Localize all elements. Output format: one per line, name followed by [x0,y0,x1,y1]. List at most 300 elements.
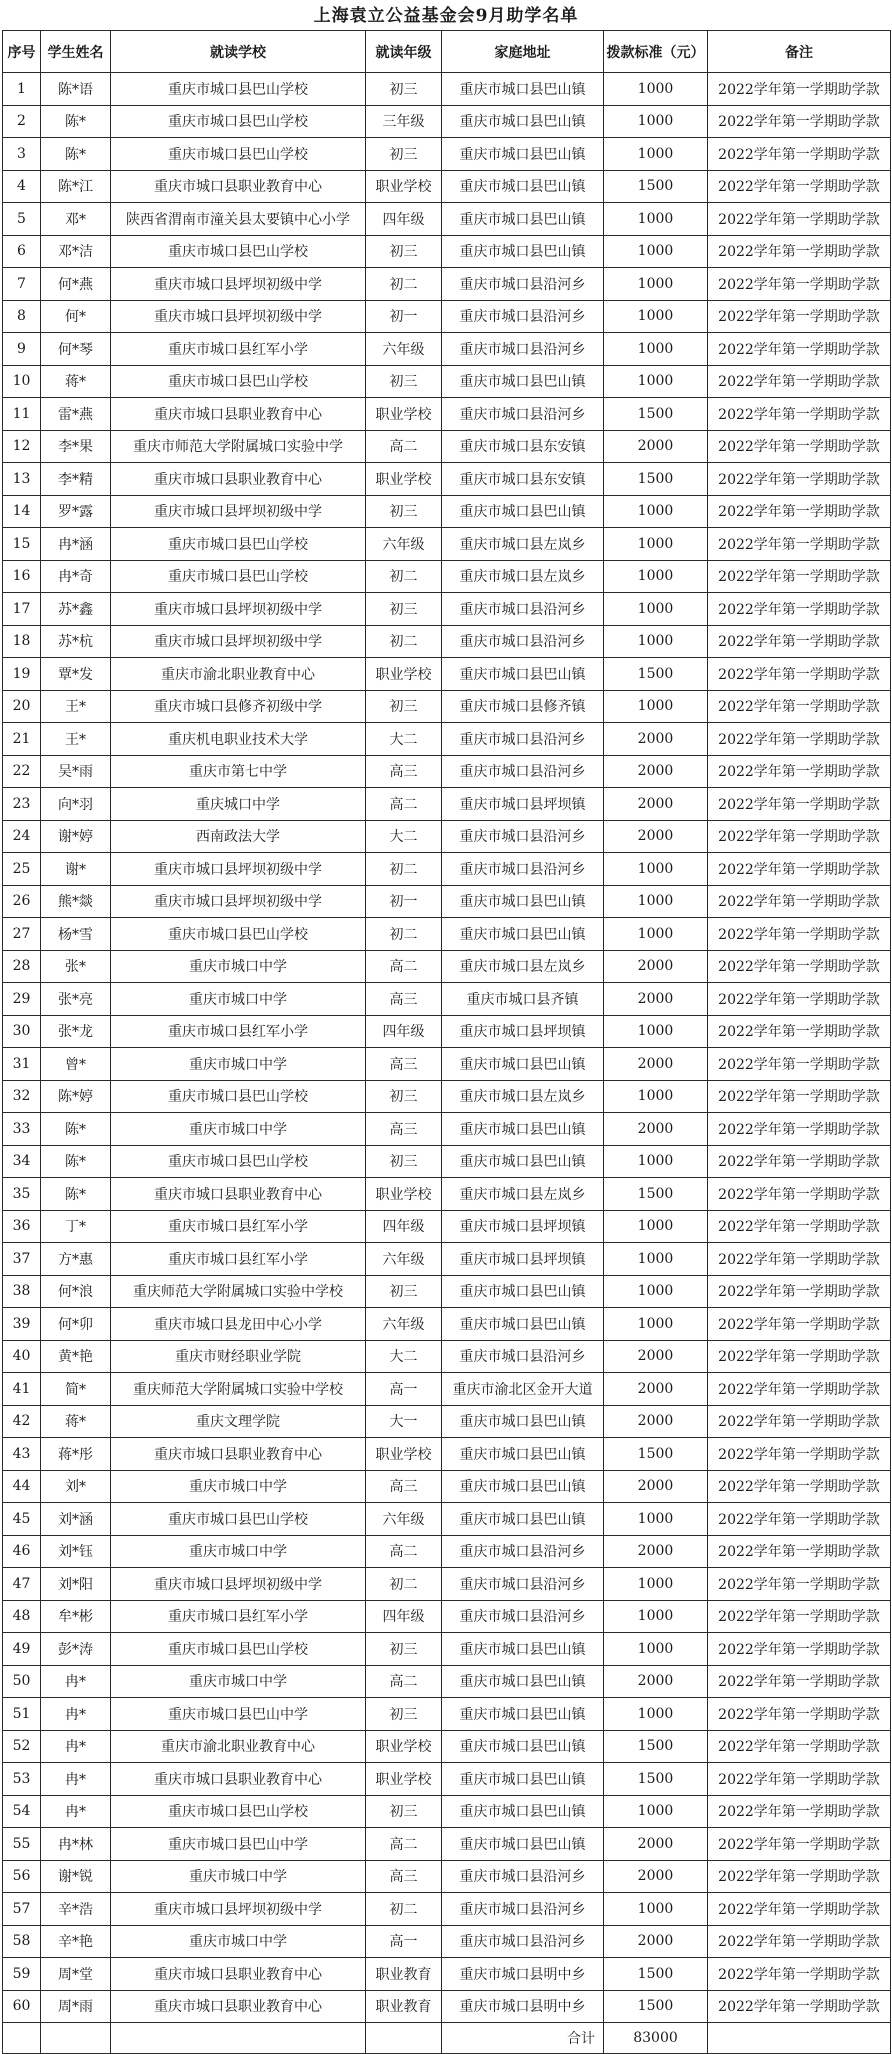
table-row [3,1600,891,1633]
table-row [3,463,891,496]
header-school: 就读学校 [111,31,366,73]
cell-amount: 2000 [604,1405,708,1438]
cell-school: 陕西省渭南市潼关县太要镇中心小学 [111,203,366,236]
cell-student-name: 邓* [41,203,111,236]
cell-school: 重庆市城口县巴山学校 [111,1503,366,1536]
cell-school: 重庆市城口县巴山学校 [111,918,366,951]
cell-address: 重庆市城口县巴山镇 [442,885,604,918]
cell-index: 35 [3,1178,41,1211]
cell-school: 重庆市城口县红军小学 [111,333,366,366]
cell-address: 重庆市城口县沿河乡 [442,333,604,366]
cell-student-name: 蒋*彤 [41,1438,111,1471]
cell-index: 28 [3,950,41,983]
cell-amount: 1500 [604,658,708,691]
cell-grade: 初三 [366,1145,442,1178]
cell-address: 重庆市城口县巴山镇 [442,235,604,268]
cell-address: 重庆市城口县巴山镇 [442,1665,604,1698]
cell-address: 重庆市城口县巴山镇 [442,1763,604,1796]
cell-grade: 高一 [366,1373,442,1406]
cell-school: 重庆市城口县坪坝初级中学 [111,625,366,658]
header-remarks: 备注 [708,31,891,73]
cell-amount: 1000 [604,1795,708,1828]
cell-grade: 高三 [366,1048,442,1081]
cell-index: 57 [3,1893,41,1926]
cell-school: 重庆市城口县修齐初级中学 [111,690,366,723]
cell-school: 重庆市城口县巴山学校 [111,138,366,171]
cell-student-name: 吴*雨 [41,755,111,788]
cell-grade: 初一 [366,300,442,333]
cell-amount: 1000 [604,1275,708,1308]
cell-address: 重庆市城口县明中乡 [442,1990,604,2023]
table-row [3,398,891,431]
cell-remarks: 2022学年第一学期助学款 [708,1665,891,1698]
cell-index: 8 [3,300,41,333]
cell-grade: 高二 [366,950,442,983]
table-row [3,1470,891,1503]
cell-amount: 1000 [604,885,708,918]
cell-school: 重庆市城口县巴山学校 [111,73,366,106]
cell-grade: 初三 [366,73,442,106]
cell-amount: 2000 [604,430,708,463]
cell-school: 重庆市城口县巴山学校 [111,105,366,138]
cell-remarks: 2022学年第一学期助学款 [708,1730,891,1763]
cell-address: 重庆市城口县东安镇 [442,463,604,496]
cell-school: 重庆市城口县巴山中学 [111,1828,366,1861]
cell-school: 重庆师范大学附属城口实验中学校 [111,1275,366,1308]
cell-school: 重庆市城口县巴山中学 [111,1698,366,1731]
cell-address: 重庆市城口县左岚乡 [442,1080,604,1113]
cell-amount: 1000 [604,495,708,528]
cell-address: 重庆市城口县巴山镇 [442,1698,604,1731]
cell-student-name: 陈* [41,1113,111,1146]
table-row [3,333,891,366]
cell-index: 51 [3,1698,41,1731]
cell-remarks: 2022学年第一学期助学款 [708,1178,891,1211]
cell-address: 重庆市城口县巴山镇 [442,1405,604,1438]
cell-amount: 2000 [604,788,708,821]
cell-student-name: 冉*林 [41,1828,111,1861]
total-cell-empty [366,2023,442,2054]
cell-index: 12 [3,430,41,463]
cell-remarks: 2022学年第一学期助学款 [708,268,891,301]
cell-index: 53 [3,1763,41,1796]
cell-index: 41 [3,1373,41,1406]
table-row [3,1275,891,1308]
cell-school: 重庆市城口县职业教育中心 [111,398,366,431]
cell-amount: 1000 [604,1633,708,1666]
cell-index: 25 [3,853,41,886]
cell-remarks: 2022学年第一学期助学款 [708,1048,891,1081]
cell-remarks: 2022学年第一学期助学款 [708,755,891,788]
cell-grade: 六年级 [366,333,442,366]
cell-student-name: 辛*浩 [41,1893,111,1926]
cell-index: 59 [3,1958,41,1991]
cell-student-name: 苏*鑫 [41,593,111,626]
cell-grade: 大二 [366,1340,442,1373]
cell-amount: 1000 [604,625,708,658]
cell-index: 6 [3,235,41,268]
cell-grade: 三年级 [366,105,442,138]
cell-address: 重庆市城口县巴山镇 [442,73,604,106]
cell-index: 27 [3,918,41,951]
cell-remarks: 2022学年第一学期助学款 [708,1990,891,2023]
cell-amount: 1000 [604,138,708,171]
cell-grade: 高二 [366,1535,442,1568]
cell-amount: 1000 [604,1600,708,1633]
cell-index: 47 [3,1568,41,1601]
cell-remarks: 2022学年第一学期助学款 [708,138,891,171]
table-row [3,788,891,821]
cell-amount: 1500 [604,1990,708,2023]
cell-remarks: 2022学年第一学期助学款 [708,528,891,561]
table-row [3,1048,891,1081]
cell-student-name: 蒋* [41,365,111,398]
cell-amount: 1000 [604,1243,708,1276]
cell-student-name: 何*燕 [41,268,111,301]
table-row [3,1210,891,1243]
cell-address: 重庆市城口县东安镇 [442,430,604,463]
cell-amount: 2000 [604,1535,708,1568]
cell-amount: 2000 [604,723,708,756]
header-address: 家庭地址 [442,31,604,73]
cell-student-name: 覃*发 [41,658,111,691]
cell-grade: 职业学校 [366,1730,442,1763]
cell-address: 重庆市城口县巴山镇 [442,1470,604,1503]
cell-student-name: 谢* [41,853,111,886]
cell-index: 1 [3,73,41,106]
table-row [3,983,891,1016]
cell-remarks: 2022学年第一学期助学款 [708,333,891,366]
cell-student-name: 刘*阳 [41,1568,111,1601]
cell-index: 33 [3,1113,41,1146]
table-row [3,235,891,268]
cell-address: 重庆市城口县沿河乡 [442,398,604,431]
cell-index: 24 [3,820,41,853]
cell-student-name: 陈*语 [41,73,111,106]
cell-amount: 1000 [604,560,708,593]
cell-grade: 初三 [366,1633,442,1666]
cell-school: 重庆市城口县坪坝初级中学 [111,593,366,626]
cell-student-name: 陈* [41,138,111,171]
cell-remarks: 2022学年第一学期助学款 [708,950,891,983]
table-row [3,1828,891,1861]
cell-remarks: 2022学年第一学期助学款 [708,495,891,528]
cell-amount: 1500 [604,1763,708,1796]
cell-address: 重庆市城口县沿河乡 [442,1893,604,1926]
cell-amount: 1000 [604,690,708,723]
cell-amount: 1500 [604,1730,708,1763]
table-row [3,1145,891,1178]
cell-index: 5 [3,203,41,236]
cell-student-name: 陈* [41,1145,111,1178]
table-row [3,658,891,691]
cell-remarks: 2022学年第一学期助学款 [708,1925,891,1958]
cell-grade: 四年级 [366,1015,442,1048]
cell-student-name: 何*浪 [41,1275,111,1308]
total-amount: 83000 [604,2023,708,2054]
cell-address: 重庆市城口县沿河乡 [442,1568,604,1601]
cell-amount: 2000 [604,1373,708,1406]
cell-grade: 初三 [366,1080,442,1113]
cell-grade: 初三 [366,138,442,171]
cell-index: 55 [3,1828,41,1861]
cell-student-name: 雷*燕 [41,398,111,431]
cell-school: 重庆文理学院 [111,1405,366,1438]
cell-school: 重庆市城口县坪坝初级中学 [111,495,366,528]
table-row [3,1015,891,1048]
cell-student-name: 陈*婷 [41,1080,111,1113]
cell-address: 重庆市城口县沿河乡 [442,593,604,626]
cell-remarks: 2022学年第一学期助学款 [708,1113,891,1146]
cell-school: 重庆市城口县龙田中心小学 [111,1308,366,1341]
table-row [3,528,891,561]
cell-index: 38 [3,1275,41,1308]
cell-amount: 1000 [604,1015,708,1048]
table-body [3,73,891,2023]
cell-student-name: 张* [41,950,111,983]
table-row [3,300,891,333]
cell-index: 11 [3,398,41,431]
cell-grade: 高三 [366,1470,442,1503]
cell-index: 30 [3,1015,41,1048]
cell-grade: 初三 [366,1795,442,1828]
cell-grade: 职业教育 [366,1990,442,2023]
header-amount: 拨款标准（元） [604,31,708,73]
cell-amount: 1500 [604,1178,708,1211]
cell-student-name: 周*雨 [41,1990,111,2023]
cell-school: 重庆市城口县职业教育中心 [111,1958,366,1991]
cell-student-name: 辛*艳 [41,1925,111,1958]
cell-amount: 2000 [604,1048,708,1081]
cell-student-name: 李*精 [41,463,111,496]
cell-school: 重庆师范大学附属城口实验中学校 [111,1373,366,1406]
cell-school: 重庆市城口县坪坝初级中学 [111,853,366,886]
cell-grade: 初二 [366,918,442,951]
cell-index: 17 [3,593,41,626]
cell-student-name: 丁* [41,1210,111,1243]
cell-amount: 2000 [604,1665,708,1698]
cell-index: 54 [3,1795,41,1828]
cell-student-name: 彭*涛 [41,1633,111,1666]
cell-student-name: 何*琴 [41,333,111,366]
cell-address: 重庆市渝北区金开大道 [442,1373,604,1406]
cell-remarks: 2022学年第一学期助学款 [708,1373,891,1406]
cell-remarks: 2022学年第一学期助学款 [708,105,891,138]
cell-address: 重庆市城口县修齐镇 [442,690,604,723]
table-row [3,430,891,463]
cell-index: 29 [3,983,41,1016]
cell-school: 重庆市城口县职业教育中心 [111,1763,366,1796]
cell-address: 重庆市城口县巴山镇 [442,105,604,138]
cell-student-name: 邓*洁 [41,235,111,268]
cell-grade: 职业学校 [366,658,442,691]
table-row [3,560,891,593]
cell-school: 重庆市城口中学 [111,1925,366,1958]
total-cell-empty [41,2023,111,2054]
cell-remarks: 2022学年第一学期助学款 [708,1860,891,1893]
cell-grade: 初一 [366,885,442,918]
cell-school: 重庆市城口县巴山学校 [111,528,366,561]
cell-student-name: 曾* [41,1048,111,1081]
table-row [3,690,891,723]
cell-address: 重庆市城口县左岚乡 [442,1178,604,1211]
cell-school: 重庆市城口县巴山学校 [111,235,366,268]
cell-school: 重庆市第七中学 [111,755,366,788]
cell-remarks: 2022学年第一学期助学款 [708,1535,891,1568]
cell-amount: 1000 [604,1568,708,1601]
cell-address: 重庆市城口县沿河乡 [442,853,604,886]
cell-student-name: 方*惠 [41,1243,111,1276]
cell-amount: 1000 [604,918,708,951]
cell-index: 26 [3,885,41,918]
cell-school: 重庆市师范大学附属城口实验中学 [111,430,366,463]
cell-student-name: 刘* [41,1470,111,1503]
cell-index: 60 [3,1990,41,2023]
cell-index: 22 [3,755,41,788]
table-row [3,885,891,918]
cell-school: 重庆市城口县坪坝初级中学 [111,1568,366,1601]
cell-student-name: 何*卯 [41,1308,111,1341]
cell-grade: 六年级 [366,1243,442,1276]
cell-amount: 2000 [604,1828,708,1861]
cell-grade: 初三 [366,365,442,398]
table-row [3,1243,891,1276]
cell-student-name: 冉* [41,1698,111,1731]
table-row [3,1990,891,2023]
table-row [3,1503,891,1536]
cell-address: 重庆市城口县明中乡 [442,1958,604,1991]
table-row [3,1178,891,1211]
cell-address: 重庆市城口县巴山镇 [442,1308,604,1341]
cell-remarks: 2022学年第一学期助学款 [708,1015,891,1048]
cell-address: 重庆市城口县巴山镇 [442,1048,604,1081]
cell-index: 31 [3,1048,41,1081]
cell-amount: 1500 [604,1438,708,1471]
table-row [3,1893,891,1926]
cell-index: 45 [3,1503,41,1536]
cell-amount: 1000 [604,105,708,138]
cell-grade: 初二 [366,625,442,658]
cell-grade: 初二 [366,1893,442,1926]
cell-grade: 初二 [366,853,442,886]
cell-address: 重庆市城口县沿河乡 [442,300,604,333]
table-header-row [3,31,891,73]
cell-school: 重庆市城口中学 [111,1665,366,1698]
scholarship-table [2,30,891,2054]
cell-address: 重庆市城口县巴山镇 [442,1633,604,1666]
cell-remarks: 2022学年第一学期助学款 [708,170,891,203]
total-row [3,2023,891,2054]
table-row [3,1958,891,1991]
cell-remarks: 2022学年第一学期助学款 [708,918,891,951]
cell-school: 重庆市城口中学 [111,1470,366,1503]
cell-amount: 2000 [604,820,708,853]
cell-grade: 六年级 [366,1308,442,1341]
table-row [3,73,891,106]
cell-index: 18 [3,625,41,658]
cell-school: 重庆市城口县坪坝初级中学 [111,885,366,918]
cell-grade: 高三 [366,755,442,788]
cell-remarks: 2022学年第一学期助学款 [708,820,891,853]
table-row [3,1340,891,1373]
cell-student-name: 苏*杭 [41,625,111,658]
table-row [3,365,891,398]
cell-grade: 职业教育 [366,1958,442,1991]
cell-index: 39 [3,1308,41,1341]
cell-student-name: 谢*婷 [41,820,111,853]
cell-amount: 1000 [604,528,708,561]
cell-amount: 1000 [604,203,708,236]
cell-address: 重庆市城口县巴山镇 [442,170,604,203]
cell-remarks: 2022学年第一学期助学款 [708,1308,891,1341]
cell-school: 重庆市城口县红军小学 [111,1015,366,1048]
cell-grade: 高三 [366,1113,442,1146]
cell-amount: 2000 [604,1925,708,1958]
cell-amount: 2000 [604,755,708,788]
cell-grade: 六年级 [366,1503,442,1536]
cell-school: 重庆市城口县职业教育中心 [111,463,366,496]
table-row [3,1113,891,1146]
cell-grade: 四年级 [366,1210,442,1243]
cell-index: 36 [3,1210,41,1243]
cell-school: 重庆市城口县职业教育中心 [111,1178,366,1211]
cell-student-name: 王* [41,723,111,756]
cell-remarks: 2022学年第一学期助学款 [708,1698,891,1731]
cell-grade: 高二 [366,430,442,463]
cell-remarks: 2022学年第一学期助学款 [708,1568,891,1601]
table-row [3,625,891,658]
cell-remarks: 2022学年第一学期助学款 [708,1438,891,1471]
cell-remarks: 2022学年第一学期助学款 [708,593,891,626]
cell-index: 52 [3,1730,41,1763]
cell-grade: 初二 [366,268,442,301]
cell-student-name: 杨*雪 [41,918,111,951]
table-row [3,1405,891,1438]
cell-index: 2 [3,105,41,138]
table-row [3,105,891,138]
cell-address: 重庆市城口县巴山镇 [442,1503,604,1536]
cell-student-name: 牟*彬 [41,1600,111,1633]
table-row [3,755,891,788]
cell-amount: 2000 [604,1860,708,1893]
cell-school: 重庆市城口县巴山学校 [111,1795,366,1828]
cell-grade: 初三 [366,690,442,723]
cell-student-name: 周*堂 [41,1958,111,1991]
cell-address: 重庆市城口县巴山镇 [442,1113,604,1146]
cell-amount: 1500 [604,1958,708,1991]
cell-student-name: 谢*锐 [41,1860,111,1893]
total-cell-empty [708,2023,891,2054]
total-cell-empty [3,2023,41,2054]
cell-remarks: 2022学年第一学期助学款 [708,430,891,463]
cell-amount: 1500 [604,398,708,431]
cell-remarks: 2022学年第一学期助学款 [708,1795,891,1828]
cell-index: 15 [3,528,41,561]
cell-student-name: 陈*江 [41,170,111,203]
cell-amount: 2000 [604,983,708,1016]
cell-grade: 高二 [366,1665,442,1698]
cell-student-name: 刘*涵 [41,1503,111,1536]
table-row [3,1308,891,1341]
table-row [3,1698,891,1731]
cell-address: 重庆市城口县沿河乡 [442,1925,604,1958]
cell-grade: 职业学校 [366,1178,442,1211]
total-label: 合计 [442,2023,604,2054]
cell-remarks: 2022学年第一学期助学款 [708,463,891,496]
cell-index: 3 [3,138,41,171]
cell-school: 重庆市城口县职业教育中心 [111,1990,366,2023]
cell-amount: 2000 [604,1470,708,1503]
